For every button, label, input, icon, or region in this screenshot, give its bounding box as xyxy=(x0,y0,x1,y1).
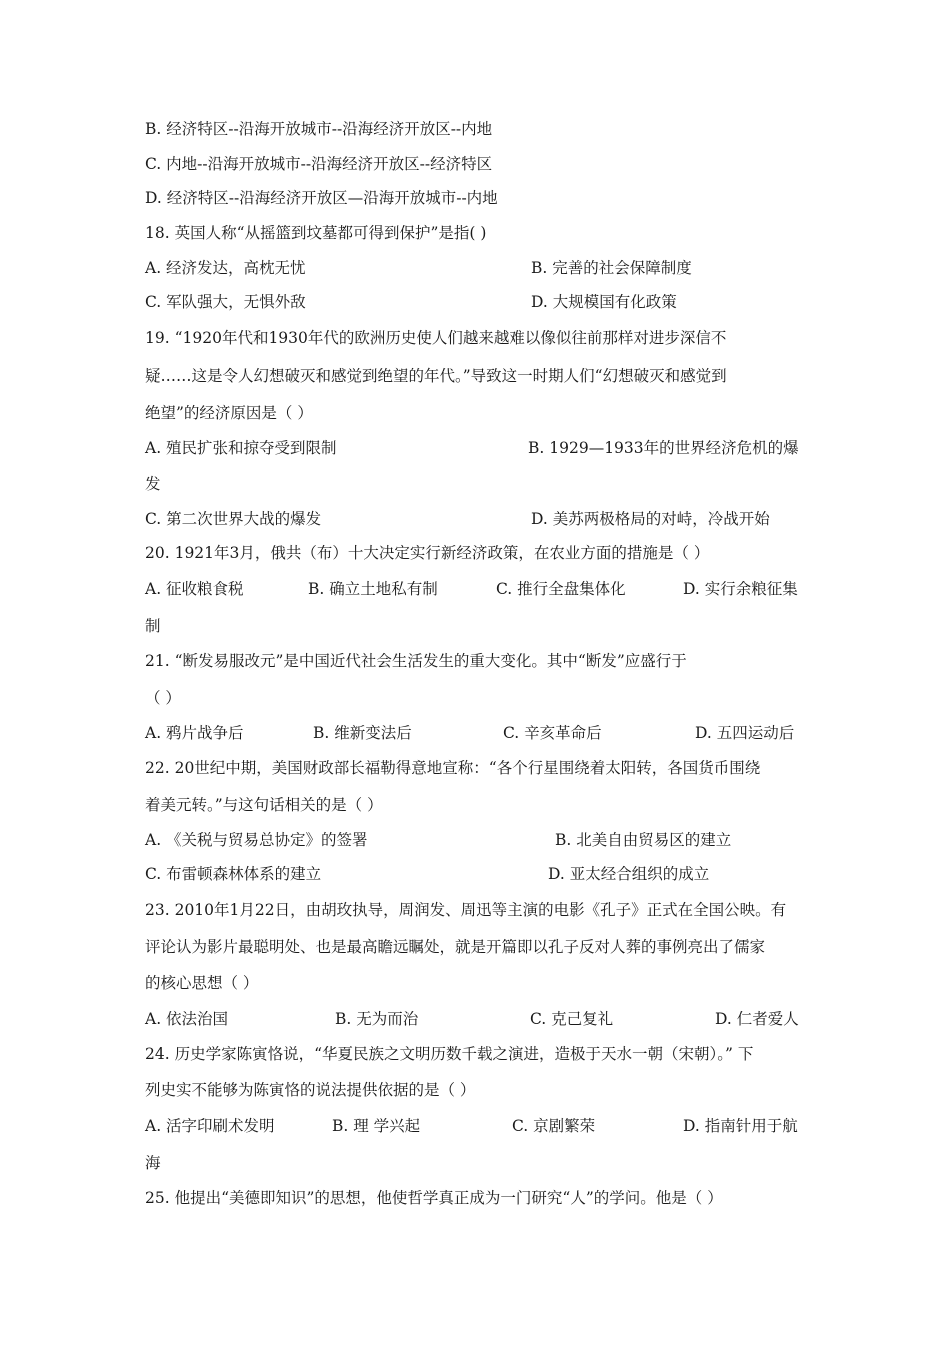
q19-stem-line3: 绝望”的经济原因是（ ） xyxy=(145,404,313,422)
q24-option-d: D. 指南针用于航 xyxy=(683,1117,798,1135)
q19-stem-line2: 疑……这是令人幻想破灭和感觉到绝望的年代。”导致这一时期人们“幻想破灭和感觉到 xyxy=(145,367,727,385)
q24-option-d-continued: 海 xyxy=(145,1154,161,1172)
q22-stem-line1: 22. 20世纪中期，美国财政部长福勒得意地宣称：“各个行星围绕着太阳转，各国货币围绕 xyxy=(145,759,761,777)
q18-option-d: D. 大规模国有化政策 xyxy=(531,293,677,311)
q21-stem-line1: 21. “断发易服改元”是中国近代社会生活发生的重大变化。其中“断发”应盛行于 xyxy=(145,652,687,670)
q22-option-a: A. 《关税与贸易总协定》的签署 xyxy=(145,831,368,849)
q19-option-c: C. 第二次世界大战的爆发 xyxy=(145,510,322,528)
q21-option-d: D. 五四运动后 xyxy=(695,724,795,742)
q20-stem: 20. 1921年3月，俄共（布）十大决定实行新经济政策，在农业方面的措施是（ ） xyxy=(145,544,710,562)
q24-option-b: B. 理 学兴起 xyxy=(332,1117,421,1135)
q23-stem-line2: 评论认为影片最聪明处、也是最高瞻远瞩处，就是开篇即以孔子反对人葬的事例亮出了儒家 xyxy=(145,938,766,956)
q17-option-d: D. 经济特区--沿海经济开放区—沿海开放城市--内地 xyxy=(145,189,498,207)
q19-option-b-continued: 发 xyxy=(145,475,161,493)
q23-option-b: B. 无为而治 xyxy=(335,1010,419,1028)
q21-stem-line2: （ ） xyxy=(145,689,181,707)
q19-option-d: D. 美苏两极格局的对峙，冷战开始 xyxy=(531,510,770,528)
q20-option-d: D. 实行余粮征集 xyxy=(683,580,798,598)
q22-option-d: D. 亚太经合组织的成立 xyxy=(548,865,710,883)
q21-option-a: A. 鸦片战争后 xyxy=(145,724,244,742)
q20-option-a: A. 征收粮食税 xyxy=(145,580,244,598)
q22-option-b: B. 北美自由贸易区的建立 xyxy=(555,831,732,849)
q23-option-d: D. 仁者爱人 xyxy=(715,1010,799,1028)
q23-option-c: C. 克己复礼 xyxy=(530,1010,614,1028)
q24-option-a: A. 活字印刷术发明 xyxy=(145,1117,275,1135)
q19-stem-line1: 19. “1920年代和1930年代的欧洲历史使人们越来越难以像似往前那样对进步深信不 xyxy=(145,329,727,347)
q24-option-c: C. 京剧繁荣 xyxy=(512,1117,596,1135)
q20-option-d-continued: 制 xyxy=(145,617,161,635)
q22-stem-line2: 着美元转。”与这句话相关的是（ ） xyxy=(145,796,383,814)
q21-option-c: C. 辛亥革命后 xyxy=(503,724,602,742)
q24-stem-line2: 列史实不能够为陈寅恪的说法提供依据的是（ ） xyxy=(145,1081,476,1099)
q19-option-a: A. 殖民扩张和掠夺受到限制 xyxy=(145,439,337,457)
q24-stem-line1: 24. 历史学家陈寅恪说，“华夏民族之文明历数千载之演进，造极于天水一朝（宋朝）。” 下 xyxy=(145,1045,754,1063)
q23-stem-line3: 的核心思想（ ） xyxy=(145,974,259,992)
q20-option-c: C. 推行全盘集体化 xyxy=(496,580,626,598)
q18-option-a: A. 经济发达，高枕无忧 xyxy=(145,259,306,277)
q18-stem: 18. 英国人称“从摇篮到坟墓都可得到保护”是指( ) xyxy=(145,224,487,242)
q18-option-b: B. 完善的社会保障制度 xyxy=(531,259,692,277)
q17-option-c: C. 内地--沿海开放城市--沿海经济开放区--经济特区 xyxy=(145,155,493,173)
q20-option-b: B. 确立土地私有制 xyxy=(308,580,438,598)
q17-option-b: B. 经济特区--沿海开放城市--沿海经济开放区--内地 xyxy=(145,120,493,138)
q22-option-c: C. 布雷顿森林体系的建立 xyxy=(145,865,322,883)
q25-stem: 25. 他提出“美德即知识”的思想，他使哲学真正成为一门研究“人”的学问。他是（ ） xyxy=(145,1189,723,1207)
q18-option-c: C. 军队强大，无惧外敌 xyxy=(145,293,306,311)
q23-option-a: A. 依法治国 xyxy=(145,1010,229,1028)
q21-option-b: B. 维新变法后 xyxy=(313,724,412,742)
q23-stem-line1: 23. 2010年1月22日，由胡玫执导，周润发、周迅等主演的电影《孔子》正式在全国公映。有 xyxy=(145,901,787,919)
q19-option-b: B. 1929—1933年的世界经济危机的爆 xyxy=(528,439,799,457)
